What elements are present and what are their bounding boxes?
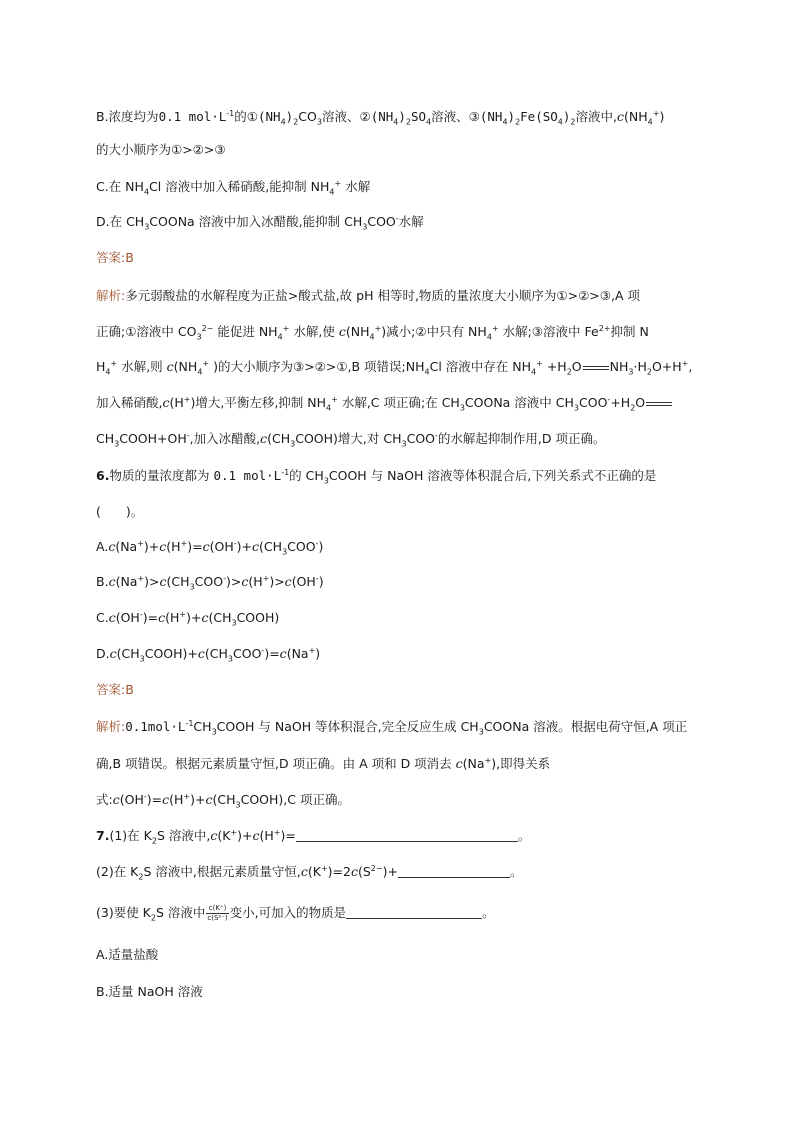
q6-stem-line1: 6.物质的量浓度都为 0.1 $mol\cdot L^{-1}$的 $CH_3COOH$ 与 NaOH 溶液等体积混合后,下列关系式不正确的是 xyxy=(96,467,657,486)
q5-option-b-line2: 的大小顺序为①>②>③ xyxy=(96,142,226,157)
q5-answer: 答案:B xyxy=(96,250,134,265)
q6-explanation-line1: 解析$:0.1mol\cdot L^{-1}CH_3COOH$ 与 NaOH 等体积混合,完全反应生成 $CH_3COONa$ 溶液。根据电荷守恒,A 项正 xyxy=(96,718,688,737)
answer-blank-2[interactable] xyxy=(398,863,510,878)
q6-answer: 答案:B xyxy=(96,682,134,697)
equilibrium-arrow-icon xyxy=(583,365,609,371)
answer-blank-3[interactable] xyxy=(346,904,482,919)
q5-explanation-line5: $CH_3COOH+OH^-$,加入冰醋酸$,c(CH_3COOH)$增大,对 $CH_3COO^-$的水解起抑制作用,D 项正确。 xyxy=(96,430,606,449)
q7-part3: (3)要使 $K_2S$ 溶液中 $\frac{c(K^+)}{\text{c(S²⁻)}}$ 变小,可加入的物质是 。 xyxy=(96,904,495,923)
q7-option-b: B.适量 NaOH 溶液 xyxy=(96,984,203,999)
q5-explanation-line4: 加入稀硝酸,c(H+)增大,平衡左移,抑制 $NH_4^+$ 水解,C 项正确;在 $CH_3COONa$ 溶液中 $CH_3COO^-+H_2O$ xyxy=(96,394,673,412)
equilibrium-arrow-icon xyxy=(646,401,672,407)
ratio-fraction: $\frac{c(K^+)}{\text{c(S²⁻)}}$ xyxy=(207,904,228,922)
q6-explanation-line3: 式$:c(OH^-)=c(H^+)+c(CH_3COOH),C$ 项正确。 xyxy=(96,791,350,810)
q7-part1: 7.(1)在 $K_2S$ 溶液中,c(K+)+c(H+)= 。 xyxy=(96,827,531,846)
q5-explanation-line1: 解析:多元弱酸盐的水解程度为正盐>酸式盐,故 pH 相等时,物质的量浓度大小顺序为①>②>③,A 项 xyxy=(96,288,640,303)
q5-explanation-line3: $H_4^+$ 水解,则 $c(NH_4^+$ )的大小顺序为③>②>①,B 项错误$;NH_4Cl$ 溶液中存在 $NH_4^+ +H_2O$ $NH_3\cdot H_2O+H^+$, xyxy=(96,358,693,377)
q5-option-d: D.在 $CH_3COONa$ 溶液中加入冰醋酸,能抑制 $CH_3COO^-$水解 xyxy=(96,213,424,232)
q7-part2: (2)在 $K_2S$ 溶液中,根据元素质量守恒$,c(K^+)=2c(S^{2-})+$ 。 xyxy=(96,863,523,882)
q5-explanation-line2: 正确;①溶液中 $CO_3^{2-}$ 能促进 $NH_4^+$ 水解,使 $c(NH_4^+)$减小;②中只有 $NH_4^+$ 水解;③溶液中 $Fe^{2+}$抑制 N xyxy=(96,323,649,342)
q6-option-b: $B.c(Na^+)>c(CH_3COO^-)>c(H^+)>c(OH^-)$ xyxy=(96,573,324,592)
q5-option-c: C.在 $NH_4Cl$ 溶液中加入稀硝酸,能抑制 $NH_4^+$ 水解 xyxy=(96,178,371,197)
q6-explanation-line2: 确,B 项错误。根据元素质量守恒,D 项正确。由 A 项和 D 项消去 c(Na+),即得关系 xyxy=(96,755,551,771)
q5-option-b-line1: B.浓度均为0.1 $mol\cdot L^{-1}$的$①(NH_4)_2CO_3$溶液、$②(NH_4)_2SO_4$溶液、$③(NH_4)_2Fe(SO_4)_2$溶液中$,c(NH_4^+)$ xyxy=(96,108,665,127)
q7-option-a: A.适量盐酸 xyxy=(96,947,159,962)
q6-option-d: $D.c(CH_3COOH)+c(CH_3COO^-)=c(Na^+)$ xyxy=(96,645,321,664)
q6-option-c: $C.c(OH^-)=c(H^+)+c(CH_3COOH)$ xyxy=(96,609,280,628)
answer-blank-1[interactable] xyxy=(296,827,518,842)
q6-option-a: $A.c(Na^+)+c(H^+)=c(OH^-)+c(CH_3COO^-)$ xyxy=(96,538,324,557)
q6-stem-line2: ( )。 xyxy=(96,504,144,519)
